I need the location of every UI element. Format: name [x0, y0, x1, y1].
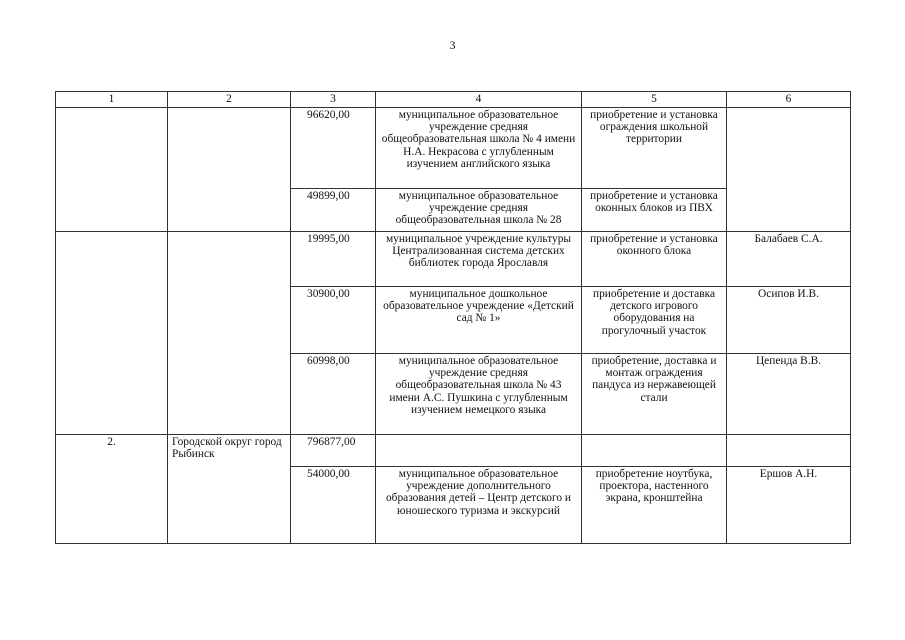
institution-cell: муниципальное образовательное учреждение средняя общеобразовательная школа № 4 имени Н.А. Некрасова с углубленным изучением английского языка	[376, 108, 582, 189]
person-cell: Ершов А.Н.	[727, 467, 851, 544]
region-cell	[168, 108, 291, 232]
column-header: 5	[582, 92, 727, 108]
sum-cell: 796877,00	[291, 435, 376, 467]
purpose-cell: приобретение ноутбука, проектора, настенного экрана, кронштейна	[582, 467, 727, 544]
number-cell	[56, 232, 168, 435]
person-cell: Осипов И.В.	[727, 287, 851, 354]
table-row	[56, 435, 851, 467]
table-row	[56, 232, 851, 287]
sum-cell: 49899,00	[291, 189, 376, 232]
column-header: 1	[56, 92, 168, 108]
institution-cell: муниципальное дошкольное образовательное учреждение «Детский сад № 1»	[376, 287, 582, 354]
column-header: 6	[727, 92, 851, 108]
purpose-cell: приобретение и установка оконного блока	[582, 232, 727, 287]
person-cell	[727, 435, 851, 467]
column-header: 2	[168, 92, 291, 108]
sum-cell: 60998,00	[291, 354, 376, 435]
purpose-cell: приобретение и доставка детского игрового оборудования на прогулочный участок	[582, 287, 727, 354]
sum-cell: 96620,00	[291, 108, 376, 189]
person-cell	[727, 108, 851, 232]
column-header: 3	[291, 92, 376, 108]
sum-cell: 19995,00	[291, 232, 376, 287]
institution-cell: муниципальное образовательное учреждение средняя общеобразовательная школа № 28	[376, 189, 582, 232]
page-number: 3	[449, 38, 456, 52]
sum-cell: 30900,00	[291, 287, 376, 354]
sum-cell: 54000,00	[291, 467, 376, 544]
table-row	[56, 108, 851, 189]
institution-cell: муниципальное образовательное учреждение средняя общеобразовательная школа № 43 имени А.С. Пушкина с углубленным изучением немецкого языка	[376, 354, 582, 435]
person-cell: Цепенда В.В.	[727, 354, 851, 435]
table-header-row	[56, 92, 851, 108]
grants-table	[55, 91, 851, 544]
purpose-cell: приобретение, доставка и монтаж ограждения пандуса из нержавеющей стали	[582, 354, 727, 435]
purpose-cell: приобретение и установка ограждения школьной территории	[582, 108, 727, 189]
institution-cell	[376, 435, 582, 467]
column-header: 4	[376, 92, 582, 108]
person-cell: Балабаев С.А.	[727, 232, 851, 287]
number-cell	[56, 108, 168, 232]
purpose-cell	[582, 435, 727, 467]
institution-cell: муниципальное учреждение культуры Централизованная система детских библиотек города Ярославля	[376, 232, 582, 287]
region-cell	[168, 232, 291, 435]
purpose-cell: приобретение и установка оконных блоков из ПВХ	[582, 189, 727, 232]
institution-cell: муниципальное образовательное учреждение дополнительного образования детей – Центр детского и юношеского туризма и экскурсий	[376, 467, 582, 544]
number-cell: 2.	[56, 435, 168, 544]
region-cell: Городской округ город Рыбинск	[168, 435, 291, 544]
